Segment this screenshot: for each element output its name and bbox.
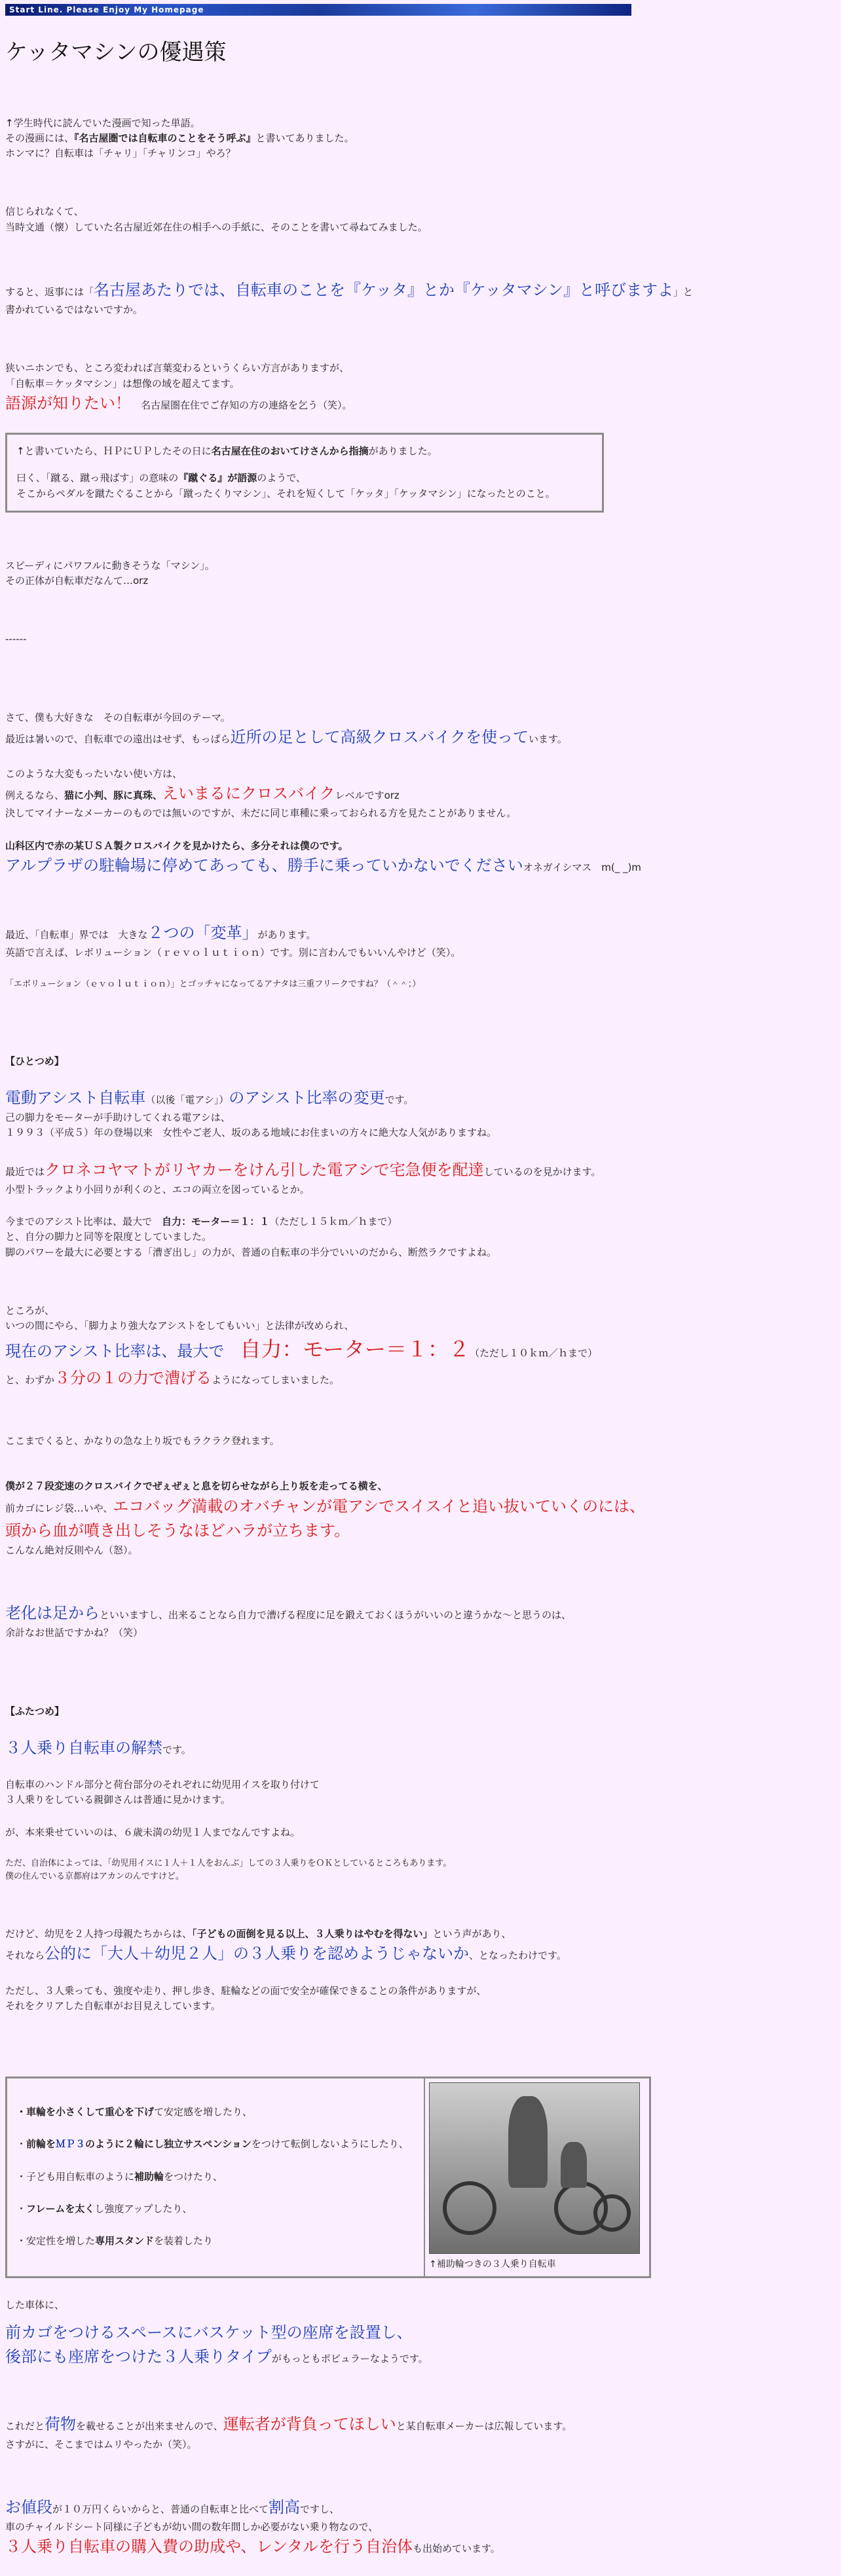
highlight-blue: 近所の足として高級クロスバイクを使って [230,727,529,746]
highlight-red: ３分の１の力で漕げる [54,1368,212,1387]
text-line: さすがに、そこまではムリやったか（笑）。 [5,2438,197,2450]
text-line: と、自分の脚力と同等を限度としていました。 [5,1231,212,1243]
paragraph [5,1601,817,1641]
highlight-blue: ２つの「変革」 [147,924,258,943]
text-line: を載せることが出来ませんので、 [76,2420,223,2433]
text-line: のようで、 [257,472,306,484]
highlight-red: 頭から血が噴き出しそうなほどハラが立ちます。 [5,1521,350,1540]
text-line: います。 [529,733,567,745]
paragraph [5,2495,817,2560]
text-line: さて、僕も大好きな その自転車が今回のテーマ。 [5,711,231,723]
text-line: と某自転車メーカーは広報しています。 [396,2420,572,2433]
paragraph [5,278,817,317]
paragraph [5,1479,817,1558]
emphasis: 『名古屋圏では自転車のことをそう呼ぶ』 [74,132,256,144]
text-line: ３人乗りをしている親御さんは普通に見かけます。 [5,1794,231,1806]
paragraph [5,1086,817,1141]
text-line: １９９３（平成５）年の登場以来 女性やご老人、坂のある地域にお住まいの方々に絶大な人気がありますね。 [5,1127,497,1139]
paragraph [5,1303,817,1390]
intro-paragraph [5,116,817,162]
emphasis: 猫に小判、豚に真珠、 [64,789,163,802]
text-line: ところが、 [5,1304,55,1316]
paragraph [5,361,817,416]
features-list: ・車輪を小さくして重心を下げて安定感を増したり、 ・前輪をＭＰ３のように２輪にし独立サスペンションをつけて転倒しないようにしたり、 ・子ども用自転車のように補助輪をつけたり、 ・フレームを太くし強度アップしたり、 ・安定性を増した専用スタンドを装着したり [7,2078,425,2276]
text-line: と書いてありました。 [255,132,354,144]
text-line: 最近は暑いので、自転車での遠出はせず、もっぱら [5,733,231,745]
update-note-box [5,433,604,513]
highlight-blue: ３人乗り自転車の解禁 [5,1738,162,1757]
paragraph [5,558,817,589]
paragraph: した車体に、 [5,2298,65,2311]
emphasis: 『蹴ぐる』が語源 [178,472,257,484]
text-line: 」と [673,285,694,298]
text-line: 余計なお世話ですかね？（笑） [5,1627,143,1639]
text-line: と、わずか [5,1373,55,1386]
text-line: が１０万円くらいからと、普通の自転車と比べて [52,2503,269,2515]
highlight-red: えいまるにクロスバイク [162,784,335,803]
text-line: 決してマイナーなメーカーのものでは無いのですが、未だに同じ車種に乗っておられる方を見たことがありません。 [5,807,517,820]
highlight-red: ３人乗り自転車の購入費の助成や、レンタルを行う自治体 [5,2537,413,2556]
highlight-red: 語源が知りたい！ [5,393,131,412]
text-line: です。 [384,1093,414,1106]
paragraph: が、本来乗せていいのは、６歳未満の幼児１人までなんですよね。 [5,1826,301,1838]
text-line: 僕の住んでいる京都府はアカンのんですけど。 [5,1872,184,1881]
text-line: レベルですorz [335,789,400,802]
text-line: 曰く、「蹴る、蹴っ飛ばす」の意味の [16,472,179,484]
paragraph [5,1736,817,1760]
text-line: その正体が自転車だなんて…orz [5,575,149,587]
text-line: といいますし、出来ることなら自力で漕げる程度に足を鍛えておくほうがいいのと違うかな～と思うのは、 [100,1609,572,1622]
text-line: 己の脚力をモーターが手助けしてくれる電アシは、 [5,1112,231,1124]
text-line: 「自転車＝ケッタマシン」は想像の域を超えてます。 [5,377,240,390]
text-line: それなら [5,1950,45,1962]
photo-cell [425,2078,649,2276]
text-line: 前カゴにレジ袋…いや、 [5,1502,113,1514]
text-line: 当時文通（懐）していた名古屋近郊在住の相手への手紙に、そのことを書いて尋ねてみました。 [5,221,428,233]
emphasis: 車輪を小さくして重心を下げ [26,2106,155,2118]
paragraph [5,710,817,750]
emphasis: 僕が２７段変速のクロスバイクでぜぇぜぇと息を切らせながら上り坂を走ってる横を、 [5,1480,388,1493]
text-line: 自転車のハンドル部分と荷台部分のそれぞれに幼児用イスを取り付けて [5,1779,320,1791]
text-line: ↑と書いていたら、ＨＰにＵＰしたその日に [16,445,212,458]
section-heading-1: 【ひとつめ】 [5,1055,64,1067]
text-line: それをクリアした自転車がお目見えしています。 [5,1999,221,2012]
paragraph [5,1927,817,1966]
highlight-blue: 公的に「大人＋幼児２人」の３人乗りを認めようじゃないか [45,1944,470,1963]
text-line: も出始めています。 [412,2543,500,2555]
features-table [5,2077,651,2278]
text-line: ↑学生時代に読んでいた漫画で知った単語。 [5,117,200,129]
text-line: 今までのアシスト比率は、最大で [5,1216,162,1228]
highlight-blue: 現在のアシスト比率は、最大で [5,1342,240,1361]
text-line: がありました。 [368,445,438,458]
text-line: です。 [162,1743,191,1756]
text-line: 狭いニホンでも、ところ変われば言葉変わるというくらい方言がありますが、 [5,362,350,374]
text-line: （以後「電アシ」） [145,1093,229,1106]
text-line: 名古屋圏在住でご存知の方の連絡を乞う（笑）。 [131,399,352,411]
text-line: がもっともポピュラーなようです。 [271,2353,428,2365]
text-line: という声があり、 [432,1928,512,1940]
text-line: 、となったわけです。 [469,1950,567,1962]
text-line: オネガイシマス m(_ _)m [523,861,641,873]
paragraph [5,1984,817,2014]
text-line: ようになってしまいました。 [212,1373,340,1386]
text-line: （ただし１０ｋｍ／ｈまで） [470,1347,598,1360]
text-line: ただし、３人乗っても、強度や走り、押し歩き、駐輪などの面で安全が確保できることの条件がありますが、 [5,1984,487,1997]
note [5,1857,817,1883]
highlight-blue: 割高 [269,2497,301,2516]
paragraph [5,767,817,822]
emphasis: 名古屋在住のおいてけさんから指摘 [211,445,369,458]
emphasis: 「子どもの面倒を見る以上、３人乗りはやむを得ない」 [192,1928,433,1940]
text-line: そこからペダルを蹴たぐることから「蹴ったくりマシン」、それを短くして「ケッタ」「ケッタマシン」になったとのこと。 [16,487,555,499]
text-line: 最近、「自転車」界では 大きな [5,929,148,941]
text-line: スピーディにパワフルに動きそうな「マシン」。 [5,559,215,571]
highlight-red: 運転者が背負ってほしい [223,2415,396,2434]
header-banner[interactable]: Start Line. Please Enjoy My Homepage [5,4,631,16]
text-line: ですし、 [300,2503,340,2515]
section-heading-2: 【ふたつめ】 [5,1705,65,1717]
article [5,26,817,2576]
paragraph [5,1777,817,1808]
paragraph: ここまでくると、かなりの急な上り坂でもラクラク登れます。 [5,1435,280,1447]
photo-caption: ↑補助輪つきの３人乗り自転車 [429,2259,556,2270]
text-line: 脚のパワーを最大に必要とする「漕ぎ出し」の力が、普通の自転車の半分でいいのだから、断然ラクですよね。 [5,1246,497,1258]
bicycle-photo-icon [429,2082,640,2254]
highlight-blue: 荷物 [45,2415,77,2434]
mp3-link[interactable]: ＭＰ３ [56,2138,86,2150]
highlight-blue: アルプラザの駐輪場に停めてあっても、勝手に乗っていかないでください [5,856,523,875]
text-line: 例えるなら、 [5,789,65,802]
highlight-blue: 老化は足から [5,1604,100,1623]
highlight-red: エコバッグ満載のオバチャンが電アシでスイスイと追い抜いていくのには、 [113,1497,645,1515]
text-line: があります。 [257,929,316,941]
paragraph [5,2412,817,2452]
separator: ------ [5,633,27,645]
text-line: ホンマに？自転車は「チャリ」「チャリンコ」やろ？ [5,147,236,160]
page-title: ケッタマシンの優遇策 [5,39,227,65]
text-line: ただ、自治体によっては、「幼児用イスに１人＋１人をおんぶ」しての３人乗りをＯＫとしているところもあります。 [5,1858,452,1868]
highlight-blue: 後部にも座席をつけた３人乗りタイプ [5,2348,272,2367]
text-line: すると、返事には「 [5,285,94,298]
text-line: 車のチャイルドシート同様に子どもが幼い間の数年間しか必要がない乗り物なので、 [5,2521,379,2533]
text-line: 小型トラックより小回りが利くのと、エコの両立を図っているとか。 [5,1183,310,1195]
text-line: これだと [5,2420,45,2433]
text-line: 最近では [5,1165,45,1178]
paragraph [5,921,817,960]
highlight-red: 自力：モーター＝１：２ [240,1337,470,1362]
text-line: このような大変もったいない使い方は、 [5,768,183,780]
highlight-blue: 前カゴをつけるスペースにバスケット型の座席を設置し、 [5,2323,413,2342]
text-line: いつの間にやら、「脚力より強大なアシストをしてもいい」と法律が改められ、 [5,1320,354,1332]
text-line: こんなん絶対反則やん（怒）。 [5,1544,138,1556]
text-line: 英語で言えば、レボリューション（ｒｅｖｏｌｕｔｉｏｎ）です。別に言わんでもいいんやけど（笑）。 [5,947,461,959]
emphasis: 山科区内で赤の某ＵＳＡ製クロスバイクを見かけたら、多分それは僕のです。 [5,839,348,852]
paragraph [5,1214,817,1260]
text-line: しているのを見かけます。 [483,1165,601,1178]
emphasis: 自力：モーター＝１：１ [161,1216,270,1228]
highlight-blue: のアシスト比率の変更 [229,1088,385,1107]
text-line: その漫画には、 [5,132,75,144]
paragraph [5,2321,817,2369]
highlight-blue: お値段 [5,2497,52,2516]
highlight-red: クロネコヤマトがリヤカーをけん引した電アシで宅急便を配達 [45,1160,484,1179]
paragraph [5,1158,817,1197]
note: 「エボリューション（ｅｖｏｌｕｔｉｏｎ）」とゴッチャになってるアナタは三重フリークですね？（＾＾；） [5,979,421,989]
text-line: （ただし１５ｋｍ／ｈまで） [269,1216,398,1228]
text-line: 書かれているではないですか。 [5,304,143,316]
paragraph [5,839,817,878]
text-line: 信じられなくて、 [5,206,84,218]
paragraph [5,204,817,235]
text-line: だけど、幼児を２人持つ母親たちからは、 [5,1928,193,1940]
highlight-quote: 名古屋あたりでは、自転車のことを『ケッタ』とか『ケッタマシン』と呼びますよ [94,280,674,299]
highlight-blue: 電動アシスト自転車 [5,1088,146,1107]
